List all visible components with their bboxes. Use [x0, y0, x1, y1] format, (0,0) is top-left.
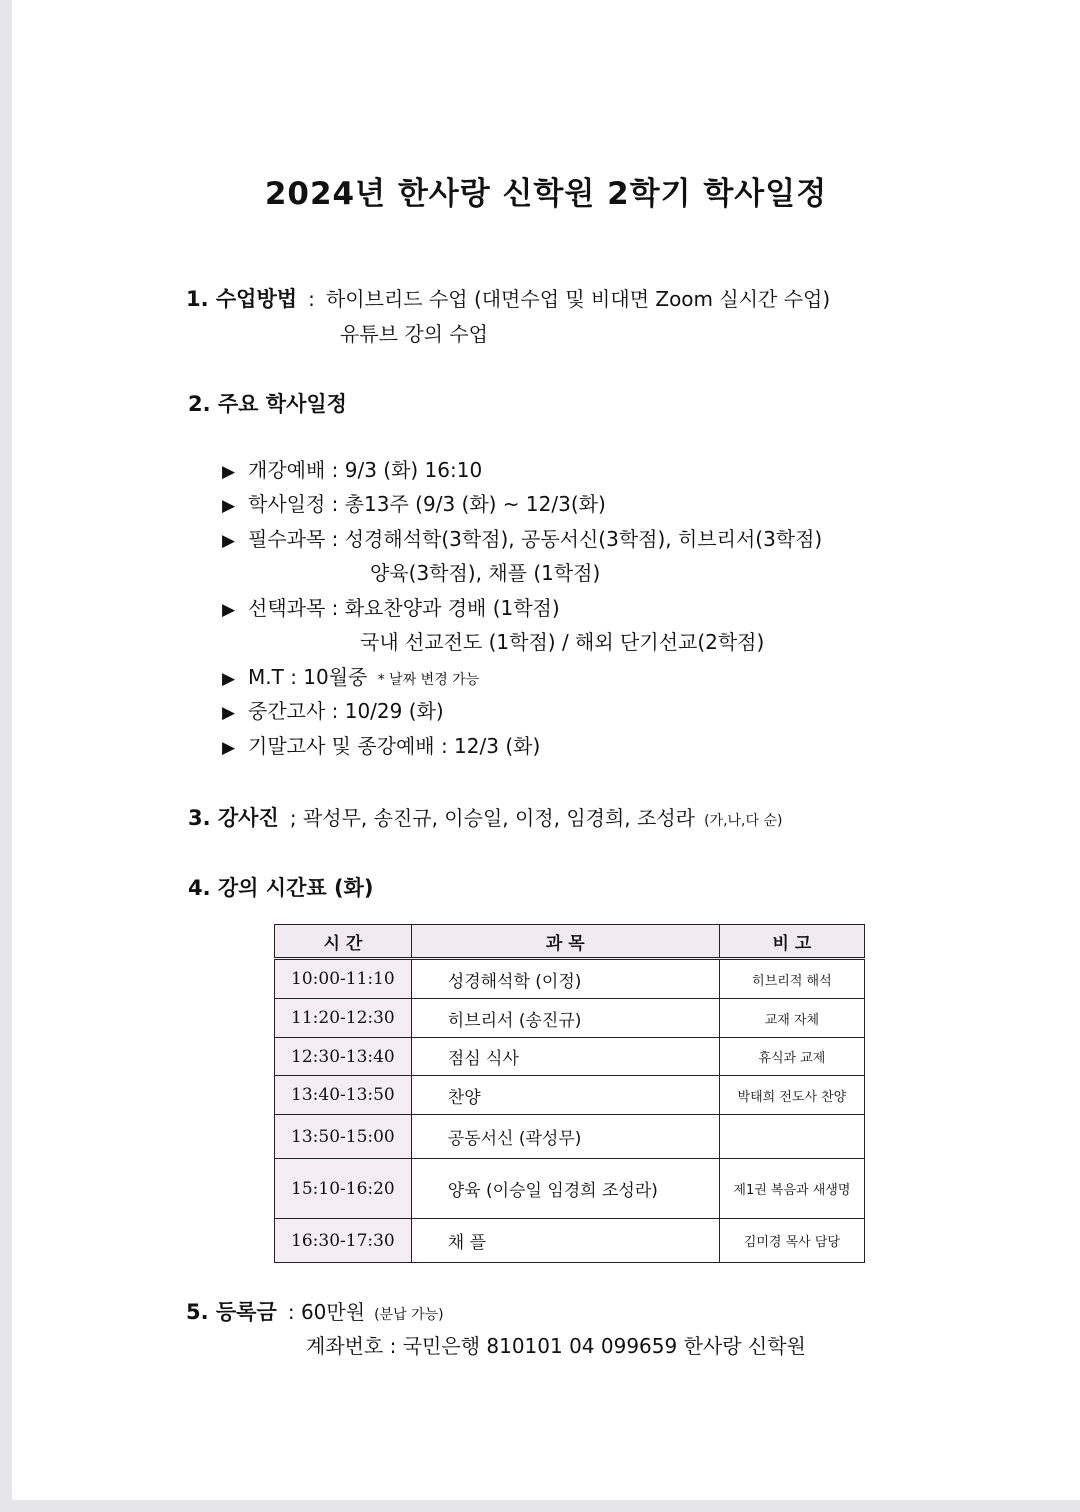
schedule-item-final: ▶ 기말고사 및 종강예배 : 12/3 (화) [222, 734, 541, 758]
row-time: 16:30-17:30 [275, 1219, 412, 1263]
bullet-icon: ▶ [222, 496, 236, 516]
row-note [719, 1115, 864, 1159]
table-row [275, 1038, 865, 1076]
header-time: 시 간 [275, 925, 412, 959]
table-row [275, 959, 865, 999]
section-1-line2: 유튜브 강의 수업 [340, 322, 488, 346]
row-time: 11:20-12:30 [275, 999, 412, 1038]
schedule-item-required-cont: 양육(3학점), 채플 (1학점) [370, 561, 601, 585]
schedule-item-midterm: ▶ 중간고사 : 10/29 (화) [222, 699, 444, 723]
section-3-label: 3. 강사진 [188, 806, 279, 830]
page-title: 2024년 한사랑 신학원 2학기 학사일정 [264, 176, 828, 212]
row-note: 히브리적 해석 [719, 959, 864, 999]
schedule-item-opening: ▶ 개강예배 : 9/3 (화) 16:10 [222, 458, 483, 482]
row-time: 10:00-11:10 [275, 959, 412, 999]
timetable-header-row [275, 925, 865, 959]
schedule-item-elective: ▶ 선택과목 : 화요찬양과 경배 (1학점) [222, 596, 560, 620]
row-time: 15:10-16:20 [275, 1159, 412, 1219]
row-note: 박태희 전도사 찬양 [719, 1076, 864, 1115]
tuition-installment-note: (분납 가능) [374, 1307, 444, 1323]
table-row [275, 1076, 865, 1115]
section-2-label: 2. 주요 학사일정 [188, 392, 347, 416]
table-row [275, 1159, 865, 1219]
row-time: 13:50-15:00 [275, 1115, 412, 1159]
header-subject: 과 목 [411, 925, 719, 959]
row-subject: 성경해석학 (이정) [411, 959, 719, 999]
section-3 [188, 802, 782, 832]
schedule-item-required: ▶ 필수과목 : 성경해석학(3학점), 공동서신(3학점), 히브리서(3학점) [222, 527, 823, 551]
section-1-separator: : [308, 287, 315, 311]
section-1-label: 1. 수업방법 [186, 287, 298, 311]
instructor-list: ; 곽성무, 송진규, 이승일, 이정, 임경희, 조성라 [289, 806, 695, 830]
bullet-icon: ▶ [222, 531, 236, 551]
schedule-item-period: ▶ 학사일정 : 총13주 (9/3 (화) ~ 12/3(화) [222, 492, 606, 516]
row-note: 제1권 복음과 새생명 [719, 1159, 864, 1219]
row-time: 13:40-13:50 [275, 1076, 412, 1115]
row-subject: 히브리서 (송진규) [411, 999, 719, 1038]
schedule-item-mt: ▶ M.T : 10월중 * 날짜 변경 가능 [222, 665, 480, 689]
bullet-icon: ▶ [222, 703, 236, 723]
timetable [274, 924, 865, 1263]
section-5-label: 5. 등록금 [186, 1300, 277, 1324]
row-subject: 양육 (이승일 임경희 조성라) [411, 1159, 719, 1219]
bullet-icon: ▶ [222, 738, 236, 758]
row-note: 교재 자체 [719, 999, 864, 1038]
instructor-order-note: (가,나,다 순) [704, 813, 783, 829]
mt-note: * 날짜 변경 가능 [377, 672, 480, 688]
section-4-label: 4. 강의 시간표 (화) [188, 876, 374, 900]
document-page [12, 0, 1080, 1500]
section-1 [186, 283, 830, 313]
schedule-item-elective-cont: 국내 선교전도 (1학점) / 해외 단기선교(2학점) [360, 630, 765, 654]
bullet-icon: ▶ [222, 669, 236, 689]
header-note: 비 고 [719, 925, 864, 959]
row-note: 김미경 목사 담당 [719, 1219, 864, 1263]
section-1-line1: 하이브리드 수업 (대면수업 및 비대면 Zoom 실시간 수업) [325, 287, 831, 311]
section-5 [186, 1296, 444, 1326]
row-subject: 찬양 [411, 1076, 719, 1115]
bullet-icon: ▶ [222, 600, 236, 620]
table-row [275, 1219, 865, 1263]
row-note: 휴식과 교제 [719, 1038, 864, 1076]
row-subject: 점심 식사 [411, 1038, 719, 1076]
row-subject: 채 플 [411, 1219, 719, 1263]
table-row [275, 1115, 865, 1159]
row-time: 12:30-13:40 [275, 1038, 412, 1076]
bullet-icon: ▶ [222, 462, 236, 482]
row-subject: 공동서신 (곽성무) [411, 1115, 719, 1159]
bank-account: 계좌번호 : 국민은행 810101 04 099659 한사랑 신학원 [306, 1334, 806, 1358]
table-row [275, 999, 865, 1038]
tuition-amount: : 60만원 [287, 1300, 366, 1324]
